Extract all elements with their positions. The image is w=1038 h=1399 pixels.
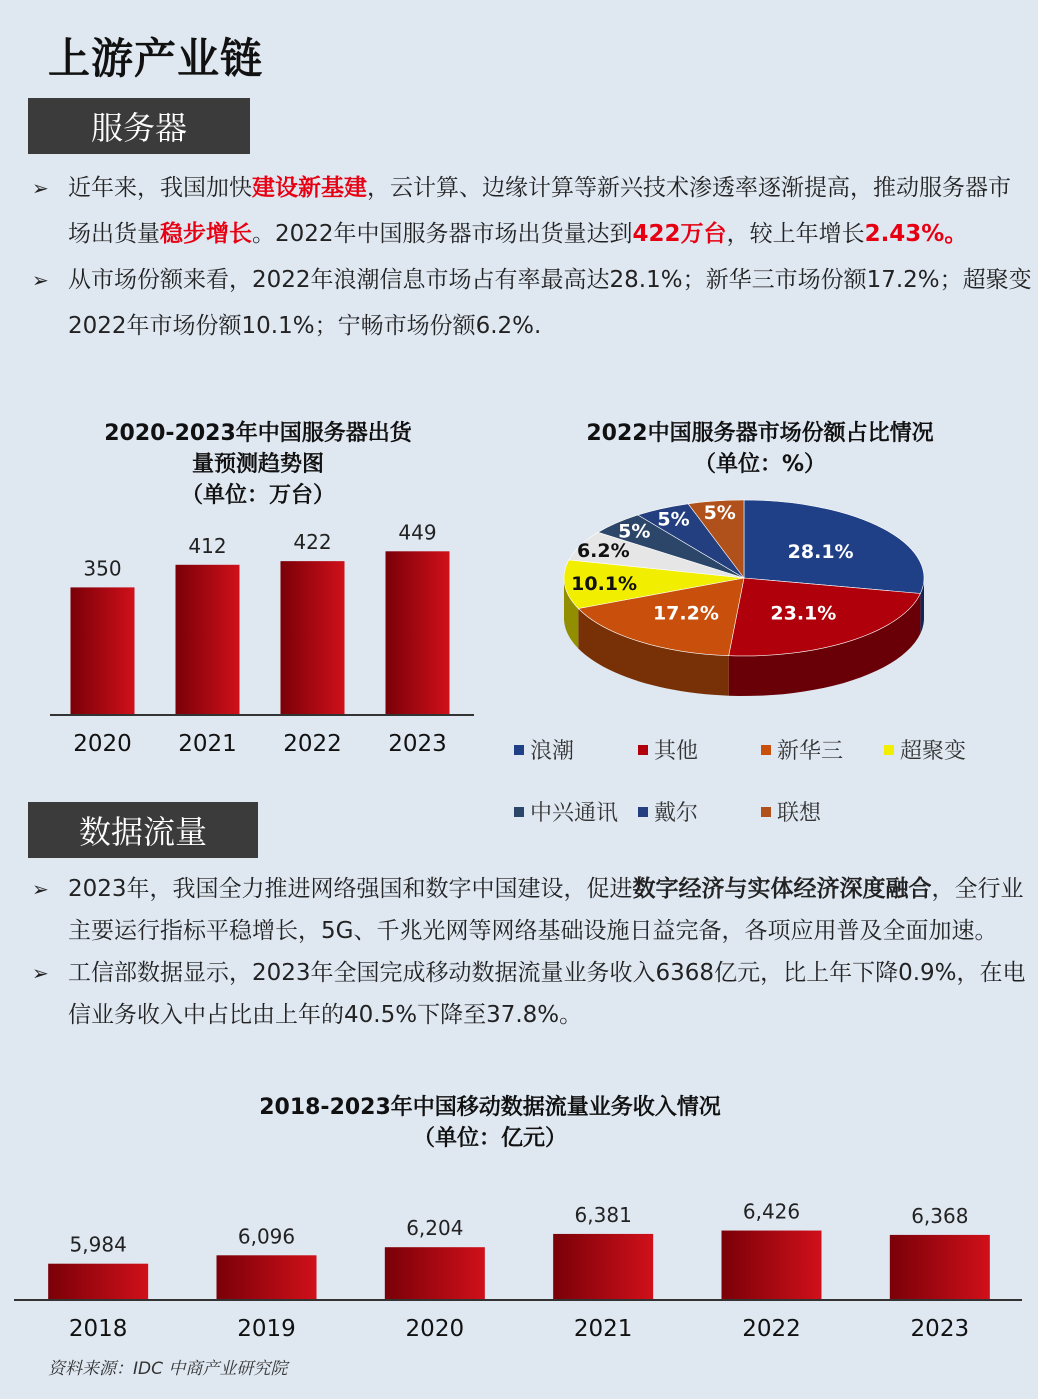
chart-title-line: 量预测趋势图 <box>191 452 324 477</box>
x-tick-label: 2022 <box>283 731 342 757</box>
bullet-text: 建设新基建 <box>252 175 367 201</box>
data-bullet-0 <box>32 868 1032 952</box>
bullet-text: 422万台 <box>632 221 727 247</box>
bullet-arrow-icon: ➢ <box>32 961 49 985</box>
legend-label: 戴尔 <box>654 801 699 826</box>
bar-2022 <box>722 1231 822 1300</box>
x-tick-label: 2018 <box>68 1316 128 1342</box>
x-tick-label: 2021 <box>178 731 237 757</box>
bar-value-label: 6,426 <box>742 1199 801 1224</box>
pie-label-浪潮: 28.1% <box>787 540 854 563</box>
x-tick-label: 2020 <box>73 731 132 757</box>
server-bullet-0 <box>32 165 1032 257</box>
bar-value-label: 6,204 <box>406 1216 464 1241</box>
bullet-arrow-icon: ➢ <box>32 176 49 200</box>
legend-item-浪潮 <box>514 734 574 765</box>
bullet-text: ，云计算、边缘计算等新兴技术渗透率逐渐提高，推动服务器市场出货量 <box>68 175 1011 247</box>
bar-2021 <box>553 1234 653 1300</box>
bullet-text: 从市场份额来看，2022年浪潮信息市场占有率最高达28.1%；新华三市场份额17.2%；超聚变2022年市场份额10.1%；宁畅市场份额6.2%. <box>68 267 1032 339</box>
market-share-chart-title <box>540 418 980 480</box>
legend-item-其他 <box>638 734 698 765</box>
bar-value-label: 6,096 <box>237 1224 296 1249</box>
legend-swatch <box>514 807 524 817</box>
server-bullet-1 <box>32 257 1032 349</box>
section-label-data-flow: 数据流量 <box>28 802 258 858</box>
x-tick-label: 2022 <box>742 1316 801 1342</box>
bullet-text: 2.43%。 <box>864 221 968 247</box>
bar-2018 <box>48 1264 148 1300</box>
legend-swatch <box>638 807 648 817</box>
server-bullet-list <box>32 165 1032 349</box>
bar-2022 <box>281 561 345 715</box>
data-bullet-1 <box>32 952 1032 1036</box>
x-tick-label: 2019 <box>237 1316 296 1342</box>
bar-value-label: 5,984 <box>69 1232 127 1257</box>
legend-label: 新华三 <box>777 739 844 764</box>
bar-value-label: 350 <box>83 556 122 581</box>
bar-2020 <box>71 587 135 715</box>
chart-title-line: （单位：%） <box>693 452 827 477</box>
x-tick-label: 2023 <box>910 1316 970 1342</box>
pie-label-超聚变: 10.1% <box>571 573 638 596</box>
legend-item-超聚变 <box>884 734 966 765</box>
bar-value-label: 412 <box>188 533 227 558</box>
bar-2023 <box>890 1235 990 1300</box>
x-tick-label: 2020 <box>405 1316 465 1342</box>
bar-2020 <box>385 1247 485 1300</box>
legend-label: 中兴通讯 <box>530 801 619 826</box>
server-shipment-chart-title <box>40 418 476 511</box>
bullet-text: 工信部数据显示，2023年全国完成移动数据流量业务收入6368亿元，比上年下降0.9%，在电信业务收入中占比由上年的40.5%下降至37.8%。 <box>68 960 1026 1028</box>
pie-label-联想: 5% <box>703 501 736 524</box>
server-shipment-bar-chart <box>40 520 480 770</box>
bullet-text: ，全行业主要运行指标平稳增长，5G、千兆光网等网络基础设施日益完备，各项应用普及全面加速。 <box>68 876 1024 944</box>
chart-title-line: （单位：万台） <box>180 483 335 508</box>
legend-swatch <box>638 745 648 755</box>
page-title: 上游产业链 <box>48 34 264 83</box>
pie-label-宁畅: 6.2% <box>576 540 630 563</box>
x-tick-label: 2023 <box>388 731 447 757</box>
bullet-arrow-icon: ➢ <box>32 877 49 901</box>
legend-label: 其他 <box>654 739 699 764</box>
pie-label-其他: 23.1% <box>770 602 837 625</box>
data-revenue-bar-chart <box>14 1180 1024 1350</box>
legend-swatch <box>514 745 524 755</box>
legend-label: 浪潮 <box>530 739 575 764</box>
legend-label: 联想 <box>777 801 822 826</box>
legend-item-新华三 <box>761 734 843 765</box>
bar-2019 <box>217 1255 317 1300</box>
data-flow-bullet-list <box>32 868 1032 1036</box>
legend-item-中兴通讯 <box>514 796 618 827</box>
section-label-server: 服务器 <box>28 98 250 154</box>
bar-value-label: 422 <box>293 530 332 555</box>
bar-2021 <box>176 565 240 715</box>
bullet-arrow-icon: ➢ <box>32 268 49 292</box>
source-note: 资料来源：IDC 中商产业研究院 <box>48 1359 288 1379</box>
bullet-text: 2023年，我国全力推进网络强国和数字中国建设，促进 <box>68 876 633 902</box>
bullet-text: ，较上年增长 <box>726 221 865 247</box>
bullet-text: 稳步增长 <box>160 221 252 247</box>
bullet-text: 近年来，我国加快 <box>68 175 252 201</box>
legend-swatch <box>761 745 771 755</box>
pie-label-中兴通讯: 5% <box>618 520 651 543</box>
bullet-text: 。2022年中国服务器市场出货量达到 <box>252 221 633 247</box>
legend-swatch <box>884 745 894 755</box>
chart-title-line: 2020-2023年中国服务器出货 <box>104 421 412 446</box>
chart-title-line: 2018-2023年中国移动数据流量业务收入情况 <box>259 1095 721 1120</box>
bar-value-label: 6,368 <box>911 1203 969 1228</box>
x-tick-label: 2021 <box>573 1316 633 1342</box>
data-revenue-chart-title <box>200 1092 780 1154</box>
legend-item-联想 <box>761 796 821 827</box>
legend-label: 超聚变 <box>900 739 967 764</box>
bullet-text: 数字经济与实体经济深度融合 <box>632 876 932 902</box>
chart-title-line: （单位：亿元） <box>412 1126 567 1151</box>
pie-label-戴尔: 5% <box>657 508 690 531</box>
legend-item-戴尔 <box>638 796 698 827</box>
market-share-pie-chart <box>556 496 936 726</box>
pie-label-新华三: 17.2% <box>652 602 719 625</box>
bar-2023 <box>386 551 450 715</box>
bar-value-label: 449 <box>398 520 437 545</box>
bar-value-label: 6,381 <box>574 1202 632 1227</box>
legend-swatch <box>761 807 771 817</box>
chart-title-line: 2022中国服务器市场份额占比情况 <box>586 421 934 446</box>
